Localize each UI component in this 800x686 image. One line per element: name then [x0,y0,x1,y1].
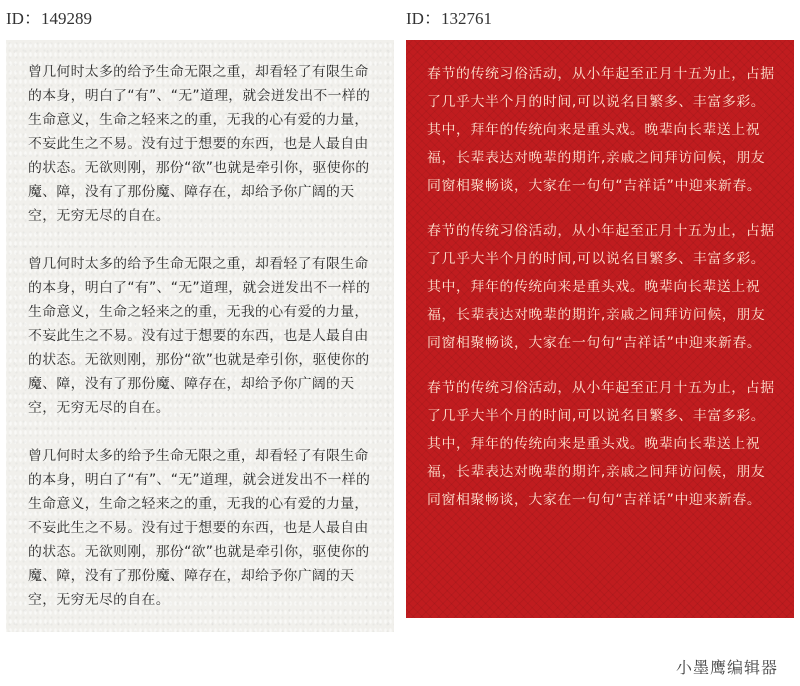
template-paragraph: 曾几何时太多的给予生命无限之重，却看轻了有限生命的本身，明白了“有”、“无”道理，就会迸发出不一样的生命意义，生命之轻来之的重，无我的心有爱的力量，不妄此生之不易。没有过于想要的东西，也是人最自由的状态。无欲则刚，那份“欲”也就是牵引你，驱使你的魔、障，没有了那份魔、障存在，却给予你广阔的天空，无穷无尽的自在。 [28,256,371,416]
template-paragraph: 曾几何时太多的给予生命无限之重，却看轻了有限生命的本身，明白了“有”、“无”道理，就会迸发出不一样的生命意义，生命之轻来之的重，无我的心有爱的力量，不妄此生之不易。没有过于想要的东西，也是人最自由的状态。无欲则刚，那份“欲”也就是牵引你，驱使你的魔、障，没有了那份魔、障存在，却给予你广阔的天空，无穷无尽的自在。 [28,64,371,224]
template-paragraph: 曾几何时太多的给予生命无限之重，却看轻了有限生命的本身，明白了“有”、“无”道理，就会迸发出不一样的生命意义，生命之轻来之的重，无我的心有爱的力量，不妄此生之不易。没有过于想要的东西，也是人最自由的状态。无欲则刚，那份“欲”也就是牵引你，驱使你的魔、障，没有了那份魔、障存在，却给予你广阔的天空，无穷无尽的自在。 [28,448,371,608]
editor-brand-label: 小墨鹰编辑器 [675,658,778,677]
template-id-right: ID：132761 [406,9,492,28]
template-id-left: ID：149289 [6,9,92,28]
template-paragraph: 春节的传统习俗活动，从小年起至正月十五为止，占据了几乎大半个月的时间,可以说名目繁多、丰富多彩。其中，拜年的传统向来是重头戏。晚辈向长辈送上祝福，长辈表达对晚辈的期许,亲戚之间拜访问候，朋友同窗相聚畅谈，大家在一句句“吉祥话”中迎来新春。 [427,66,775,194]
template-preview-paper-texture[interactable] [6,40,394,632]
template-paragraph: 春节的传统习俗活动，从小年起至正月十五为止，占据了几乎大半个月的时间,可以说名目繁多、丰富多彩。其中，拜年的传统向来是重头戏。晚辈向长辈送上祝福，长辈表达对晚辈的期许,亲戚之间拜访问候，朋友同窗相聚畅谈，大家在一句句“吉祥话”中迎来新春。 [427,380,775,508]
template-paragraph: 春节的传统习俗活动，从小年起至正月十五为止，占据了几乎大半个月的时间,可以说名目繁多、丰富多彩。其中，拜年的传统向来是重头戏。晚辈向长辈送上祝福，长辈表达对晚辈的期许,亲戚之间拜访问候，朋友同窗相聚畅谈，大家在一句句“吉祥话”中迎来新春。 [427,223,775,351]
template-preview-red-festive[interactable] [406,40,794,618]
